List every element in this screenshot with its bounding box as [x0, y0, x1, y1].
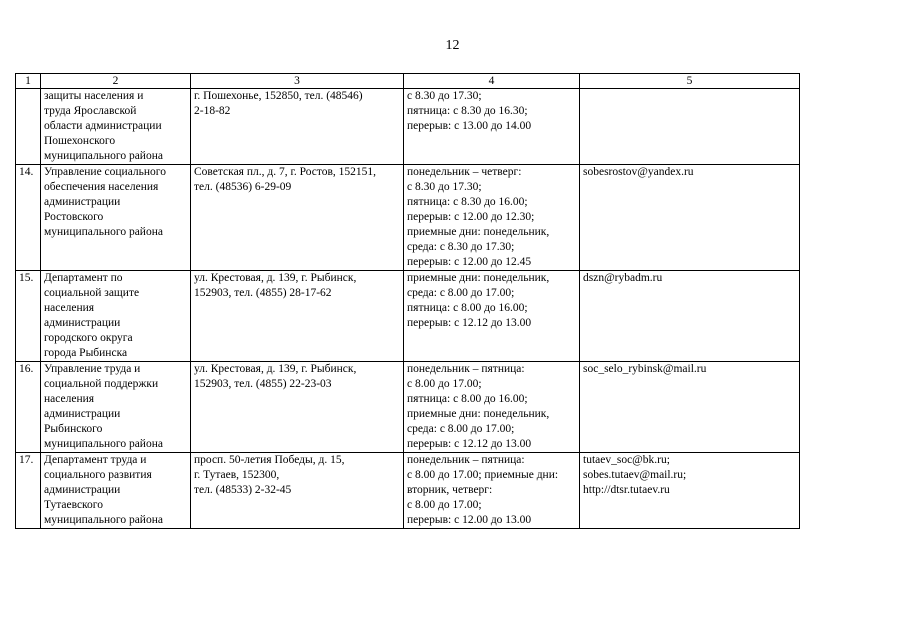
cell-text-line: области администрации: [44, 120, 162, 132]
cell-text-line: Пошехонского: [44, 135, 116, 147]
row-number-cell: 16.: [16, 362, 41, 453]
cell-text-line: тел. (48536) 6-29-09: [194, 181, 292, 193]
cell-text-line: Управление труда и: [44, 363, 141, 375]
working-hours-cell: [404, 271, 580, 362]
cell-text-line: ул. Крестовая, д. 139, г. Рыбинск,: [194, 272, 357, 284]
cell-text-line: населения: [44, 393, 95, 405]
cell-text-line: администрации: [44, 408, 121, 420]
cell-text-line: просп. 50-летия Победы, д. 15,: [194, 454, 345, 466]
cell-text-line: приемные дни: понедельник,: [407, 272, 550, 284]
cell-text-line: с 8.00 до 17.00;: [407, 378, 482, 390]
cell-text-line: Рыбинского: [44, 423, 103, 435]
contact-cell: [580, 165, 800, 271]
cell-text-line: 152903, тел. (4855) 28-17-62: [194, 287, 332, 299]
address-cell: [191, 453, 404, 529]
cell-text-line: приемные дни: понедельник,: [407, 408, 550, 420]
column-header: 3: [191, 74, 404, 89]
cell-text-line: понедельник – пятница:: [407, 454, 525, 466]
table-row: [16, 362, 800, 453]
cell-text-line: администрации: [44, 484, 121, 496]
column-header: 4: [404, 74, 580, 89]
row-number-cell: 15.: [16, 271, 41, 362]
table-body: [16, 89, 800, 529]
cell-text-line: социального развития: [44, 469, 152, 481]
cell-text-line: среда: с 8.30 до 17.30;: [407, 241, 515, 253]
row-number-cell: 17.: [16, 453, 41, 529]
cell-text-line: приемные дни: понедельник,: [407, 226, 550, 238]
cell-text-line: http://dtsr.tutaev.ru: [583, 484, 670, 496]
cell-text-line: перерыв: с 12.00 до 13.00: [407, 514, 532, 526]
column-header: 2: [41, 74, 191, 89]
cell-text-line: пятница: с 8.00 до 16.00;: [407, 302, 528, 314]
page-number: 12: [445, 38, 460, 53]
cell-text-line: sobesrostov@yandex.ru: [583, 166, 694, 178]
contact-cell: [580, 362, 800, 453]
cell-text-line: с 8.30 до 17.30;: [407, 90, 482, 102]
cell-text-line: среда: с 8.00 до 17.00;: [407, 287, 515, 299]
cell-text-line: 152903, тел. (4855) 22-23-03: [194, 378, 332, 390]
cell-text-line: администрации: [44, 317, 121, 329]
cell-text-line: soc_selo_rybinsk@mail.ru: [583, 363, 707, 375]
cell-text-line: тел. (48533) 2-32-45: [194, 484, 292, 496]
cell-text-line: г. Тутаев, 152300,: [194, 469, 280, 481]
cell-text-line: города Рыбинска: [44, 347, 128, 359]
cell-text-line: Департамент по: [44, 272, 123, 284]
cell-text-line: с 8.00 до 17.00; приемные дни:: [407, 469, 559, 481]
cell-text-line: понедельник – пятница:: [407, 363, 525, 375]
contact-cell: [580, 89, 800, 165]
cell-text-line: с 8.30 до 17.30;: [407, 181, 482, 193]
institution-name-cell: [41, 453, 191, 529]
working-hours-cell: [404, 89, 580, 165]
cell-text-line: sobes.tutaev@mail.ru;: [583, 469, 687, 481]
cell-text-line: перерыв: с 12.12 до 13.00: [407, 438, 532, 450]
cell-text-line: понедельник – четверг:: [407, 166, 522, 178]
table-row: [16, 271, 800, 362]
cell-text-line: городского округа: [44, 332, 133, 344]
cell-text-line: труда Ярославской: [44, 105, 137, 117]
cell-text-line: защиты населения и: [44, 90, 144, 102]
institution-name-cell: [41, 362, 191, 453]
cell-text-line: перерыв: с 13.00 до 14.00: [407, 120, 532, 132]
cell-text-line: обеспечения населения: [44, 181, 159, 193]
cell-text-line: социальной поддержки: [44, 378, 159, 390]
column-header: 5: [580, 74, 800, 89]
row-number-cell: 14.: [16, 165, 41, 271]
table-row: [16, 89, 800, 165]
cell-text-line: муниципального района: [44, 514, 163, 526]
cell-text-line: пятница: с 8.00 до 16.00;: [407, 393, 528, 405]
header-row: [16, 74, 800, 89]
cell-text-line: перерыв: с 12.00 до 12.30;: [407, 211, 535, 223]
address-cell: [191, 89, 404, 165]
cell-text-line: ул. Крестовая, д. 139, г. Рыбинск,: [194, 363, 357, 375]
cell-text-line: Советская пл., д. 7, г. Ростов, 152151,: [194, 166, 377, 178]
cell-text-line: tutaev_soc@bk.ru;: [583, 454, 670, 466]
cell-text-line: Управление социального: [44, 166, 166, 178]
column-header: 1: [16, 74, 41, 89]
cell-text-line: Ростовского: [44, 211, 104, 223]
table-row: [16, 453, 800, 529]
cell-text-line: администрации: [44, 196, 121, 208]
working-hours-cell: [404, 362, 580, 453]
cell-text-line: муниципального района: [44, 226, 163, 238]
cell-text-line: dszn@rybadm.ru: [583, 272, 663, 284]
cell-text-line: социальной защите: [44, 287, 140, 299]
cell-text-line: среда: с 8.00 до 17.00;: [407, 423, 515, 435]
cell-text-line: вторник, четверг:: [407, 484, 493, 496]
cell-text-line: муниципального района: [44, 438, 163, 450]
institution-name-cell: [41, 165, 191, 271]
institution-name-cell: [41, 89, 191, 165]
cell-text-line: муниципального района: [44, 150, 163, 162]
contact-cell: [580, 453, 800, 529]
working-hours-cell: [404, 165, 580, 271]
cell-text-line: 2-18-82: [194, 105, 231, 117]
row-number-cell: [16, 89, 41, 165]
address-cell: [191, 165, 404, 271]
institutions-table: [15, 73, 800, 529]
table-header: [16, 74, 800, 89]
cell-text-line: пятница: с 8.30 до 16.30;: [407, 105, 528, 117]
cell-text-line: Тутаевского: [44, 499, 103, 511]
address-cell: [191, 362, 404, 453]
institution-name-cell: [41, 271, 191, 362]
cell-text-line: с 8.00 до 17.00;: [407, 499, 482, 511]
cell-text-line: г. Пошехонье, 152850, тел. (48546): [194, 90, 363, 102]
address-cell: [191, 271, 404, 362]
cell-text-line: пятница: с 8.30 до 16.00;: [407, 196, 528, 208]
working-hours-cell: [404, 453, 580, 529]
cell-text-line: населения: [44, 302, 95, 314]
cell-text-line: Департамент труда и: [44, 454, 147, 466]
cell-text-line: перерыв: с 12.00 до 12.45: [407, 256, 532, 268]
contact-cell: [580, 271, 800, 362]
table-row: [16, 165, 800, 271]
cell-text-line: перерыв: с 12.12 до 13.00: [407, 317, 532, 329]
